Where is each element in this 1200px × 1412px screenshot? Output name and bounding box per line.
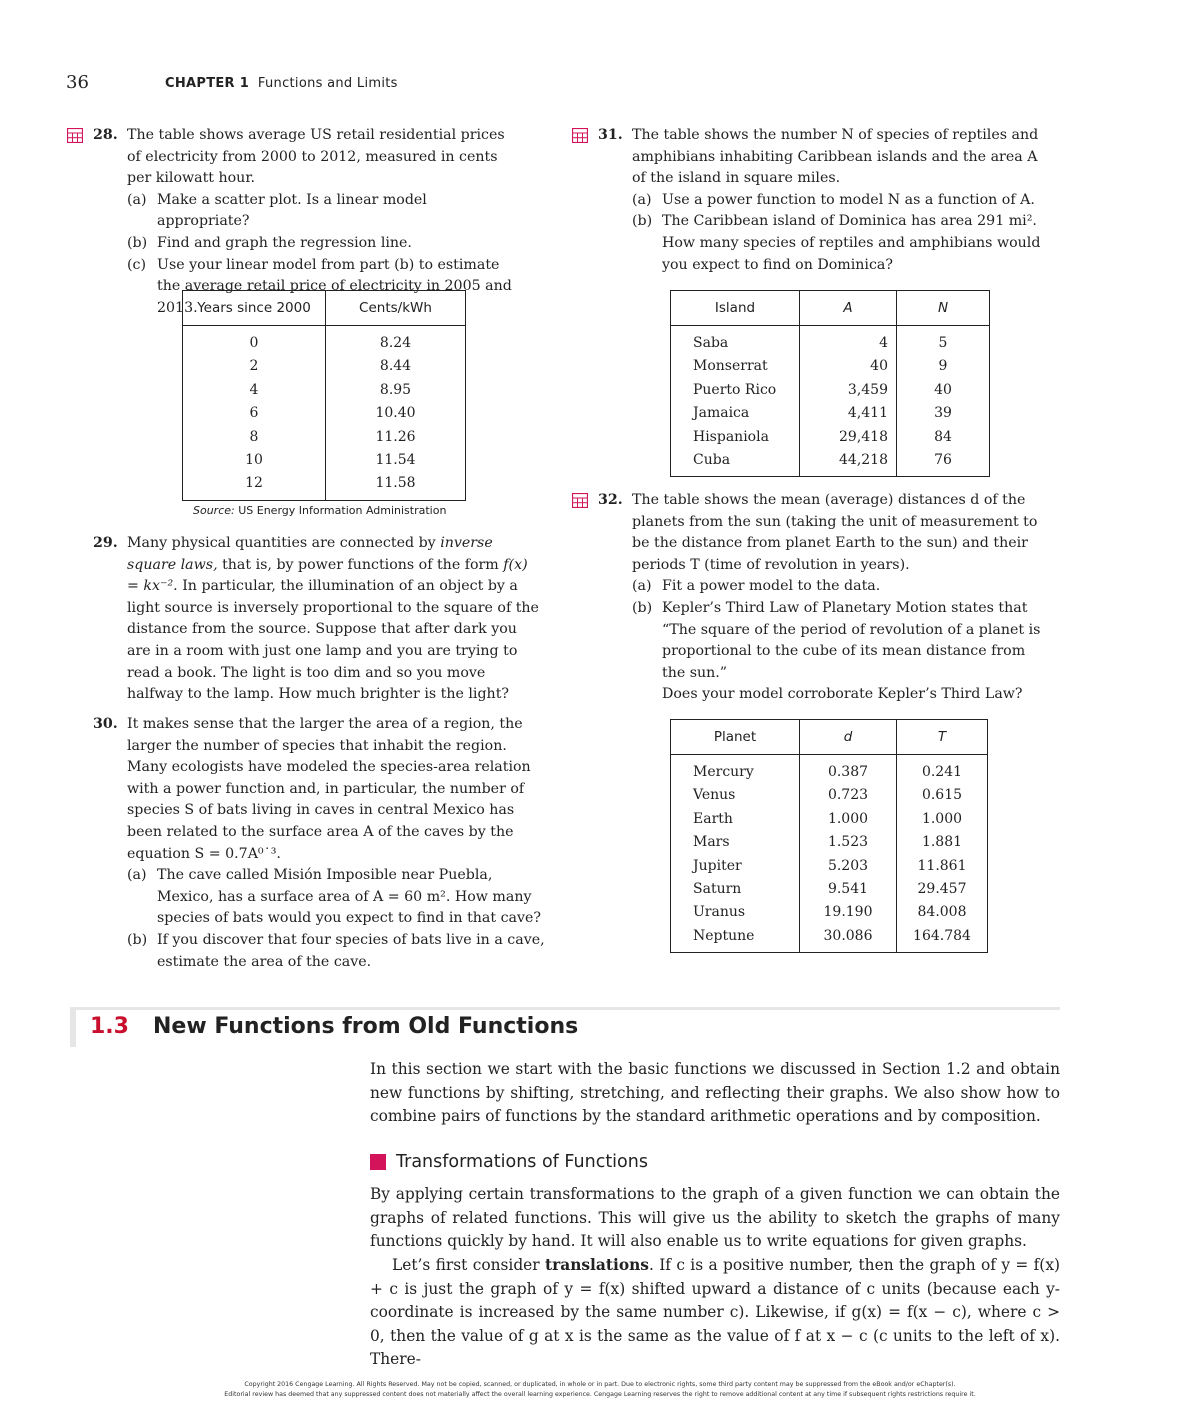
copyright-notice: Copyright 2016 Cengage Learning. All Rights Reserved. May not be copied, scanned, or duplicated, in whole or in part. Due to electronic rights, some third party content may be suppressed from the eBook and/or eChapter(s). Editorial review has deemed that any suppressed content does not materially affect the overall learning experience. Cengage Learning reserves the right to remove additional content at any time if subsequent rights restrictions require it. (224, 1381, 976, 1398)
section-side-bar (70, 1007, 76, 1047)
chapter-title: Functions and Limits (257, 76, 398, 91)
calculator-icon (572, 493, 588, 508)
table-row: Puerto Rico 3,459 40 (671, 379, 990, 402)
problem-number: 28. (93, 127, 118, 143)
column-header: Planet (671, 720, 800, 755)
problem-31 (598, 125, 1050, 276)
problem-part: (a) Make a scatter plot. Is a linear model appropriate? (127, 191, 427, 230)
problem-30 (93, 714, 545, 973)
table-row: Mars 1.523 1.881 (671, 831, 988, 854)
column-header: Island (671, 291, 800, 326)
table-row: 6 10.40 (183, 402, 466, 425)
problem-part: (b) Kepler’s Third Law of Planetary Motion states that “The square of the period of revolution of a planet is proportional to the cube of its mean distance from the sun.” (632, 599, 1041, 681)
section-rule (70, 1007, 1060, 1010)
table-row: Venus 0.723 0.615 (671, 784, 988, 807)
section-intro: In this section we start with the basic functions we discussed in Section 1.2 and obtain new functions by shifting, stretching, and reflecting their graphs. We also show how to combine pairs of functions by the standard arithmetic operations and by composition. (370, 1060, 1060, 1126)
table-row: Neptune 30.086 164.784 (671, 925, 988, 953)
table-row: Monserrat 40 9 (671, 355, 990, 378)
section-number: 1.3 (90, 1014, 129, 1039)
problem-text: Many physical quantities are connected by inverse square laws, that is, by power functions of the form f(x) = kx⁻². In particular, the illumination of an object by a light source is inversely proportional to the square of the distance from the source. Suppose that after dark you are in a room with just one lamp and you are trying to read a book. The light is too dim and so you move halfway to the lamp. How much brighter is the light? (127, 535, 539, 703)
table-row: 4 8.95 (183, 379, 466, 402)
planet-table (670, 719, 988, 953)
section-title: New Functions from Old Functions (153, 1014, 579, 1039)
problem-question: Does your model corroborate Kepler’s Third Law? (662, 686, 1023, 703)
problem-part: (b) The Caribbean island of Dominica has area 291 mi². How many species of reptiles and amphibians would you expect to find on Dominica? (632, 213, 1041, 273)
problem-part: (b) If you discover that four species of bats live in a cave, estimate the area of the cave. (127, 931, 545, 970)
table-row: Hispaniola 29,418 84 (671, 426, 990, 449)
electricity-price-table (182, 290, 466, 501)
subsection-marker (370, 1154, 386, 1170)
table-row: 2 8.44 (183, 355, 466, 378)
problem-number: 29. (93, 535, 118, 551)
problem-part: (c) Use your linear model from part (b) to estimate the average retail price of electricity in 2005 and 2013. (127, 256, 512, 316)
island-species-table (670, 290, 990, 477)
column-header: Years since 2000 (183, 291, 326, 326)
table-row: Uranus 19.190 84.008 (671, 901, 988, 924)
table-row: Jupiter 5.203 11.861 (671, 855, 988, 878)
problem-part: (a) Fit a power model to the data. (632, 578, 881, 595)
calculator-icon (572, 128, 588, 143)
problem-number: 30. (93, 716, 118, 732)
table-row: Saba 4 5 (671, 326, 990, 356)
chapter-label: CHAPTER 1 (165, 76, 250, 91)
column-header: d (800, 720, 897, 755)
problem-part: (b) Find and graph the regression line. (127, 234, 412, 251)
running-header (165, 76, 398, 91)
table-row: Cuba 44,218 76 (671, 449, 990, 477)
problem-part: (a) Use a power function to model N as a function of A. (632, 191, 1035, 208)
problem-29 (93, 533, 539, 706)
table-row: Saturn 9.541 29.457 (671, 878, 988, 901)
problem-text: The table shows the mean (average) distances d of the planets from the sun (taking the unit of measurement to be the distance from planet Earth to the sun) and their periods T (time of revolution in years). (632, 492, 1038, 573)
page-number: 36 (66, 72, 89, 93)
column-header: A (800, 291, 897, 326)
body-paragraph: By applying certain transformations to the graph of a given function we can obtain the graphs of related functions. This will give us the ability to sketch the graphs of many functions quickly by hand. It will also enable us to write equations for given graphs. (370, 1185, 1060, 1251)
problem-text: It makes sense that the larger the area of a region, the larger the number of species that inhabit the region. Many ecologists have modeled the species-area relation with a power function and, in particular, the number of species S of bats living in caves in central Mexico has been related to the surface area A of the caves by the equation S = 0.7A⁰˙³. (127, 716, 531, 862)
calculator-icon (67, 128, 83, 143)
table-row: 0 8.24 (183, 326, 466, 356)
column-header: T (897, 720, 988, 755)
problem-32 (598, 490, 1050, 706)
table-row: Earth 1.000 1.000 (671, 808, 988, 831)
column-header: N (897, 291, 990, 326)
problem-number: 31. (598, 127, 623, 143)
subsection-title: Transformations of Functions (396, 1152, 648, 1172)
problem-text: The table shows average US retail residential prices of electricity from 2000 to 2012, measured in cents per kilowatt hour. (127, 127, 505, 187)
problem-number: 32. (598, 492, 623, 508)
table-row: 8 11.26 (183, 426, 466, 449)
body-paragraph: Let’s first consider translations. If c is a positive number, then the graph of y = f(x) + c is just the graph of y = f(x) shifted upward a distance of c units (because each y-coordinate is increased by the same number c). Likewise, if g(x) = f(x − c), where c > 0, then the value of g at x is the same as the value of f at x − c (c units to the left of x). There- (370, 1256, 1061, 1369)
problem-part: (a) The cave called Misión Imposible near Puebla, Mexico, has a surface area of A = 60 m². How many species of bats would you expect to find in that cave? (127, 867, 542, 927)
table-source: Source: US Energy Information Administration (193, 504, 447, 517)
table-row: Jamaica 4,411 39 (671, 402, 990, 425)
table-row: 10 11.54 (183, 449, 466, 472)
table-row: 12 11.58 (183, 472, 466, 500)
column-header: Cents/kWh (326, 291, 466, 326)
table-row: Mercury 0.387 0.241 (671, 755, 988, 785)
problem-text: The table shows the number N of species of reptiles and amphibians inhabiting Caribbean islands and the area A of the island in square miles. (632, 127, 1039, 187)
